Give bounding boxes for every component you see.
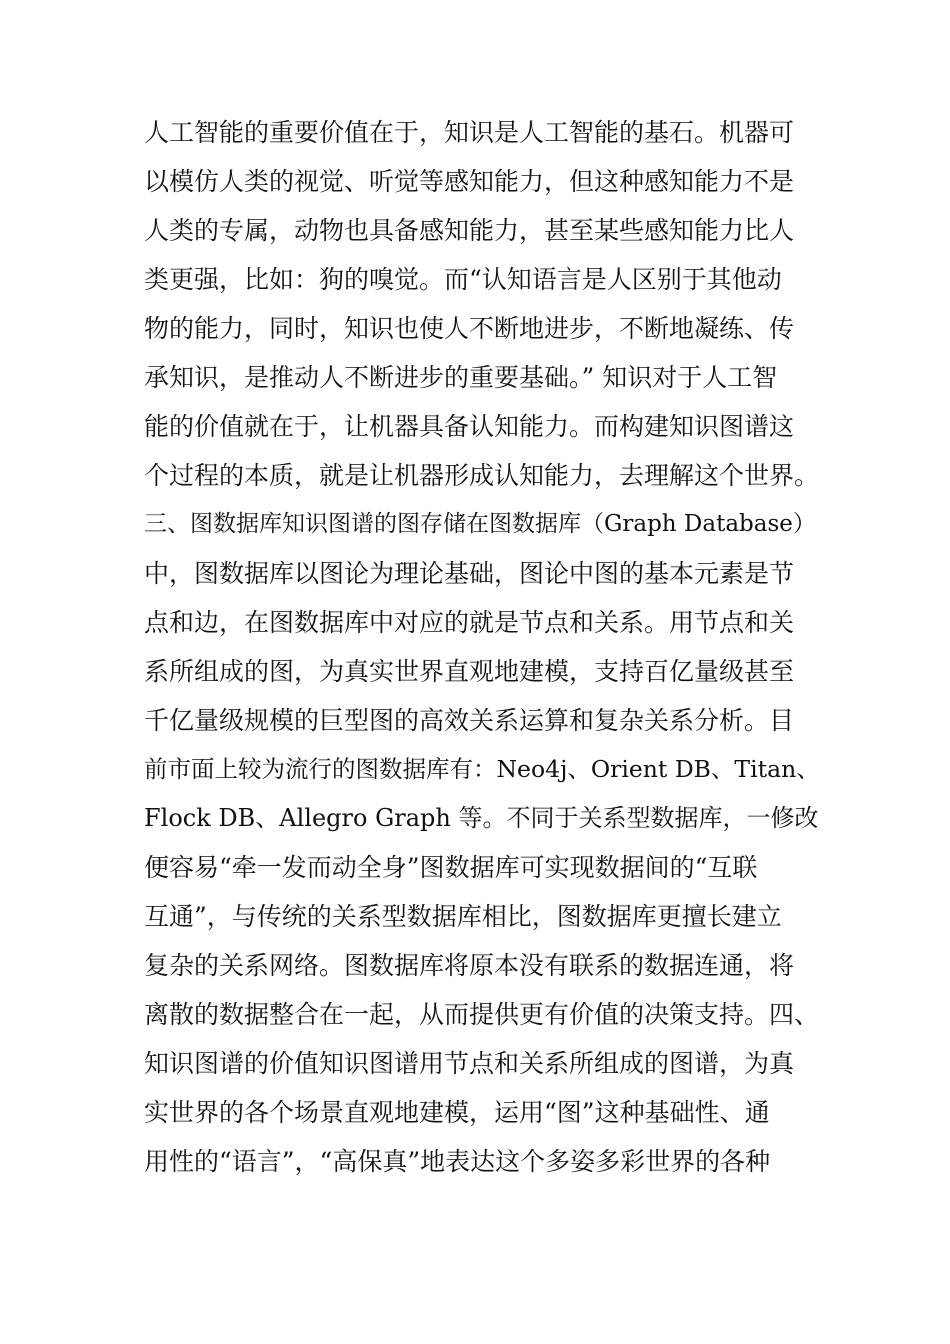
text-line: 承知识，是推动人不断进步的重要基础。” 知识对于人工智 [144,363,778,392]
text-line: 以模仿人类的视觉、听觉等感知能力，但这种感知能力不是 [144,167,795,196]
text-line: 千亿量级规模的巨型图的高效关系运算和复杂关系分析。目 [144,706,795,735]
body-text [144,108,824,1186]
text-line: 人类的专属，动物也具备感知能力，甚至某些感知能力比人 [144,216,795,245]
text-line: 便容易“牵一发而动全身”图数据库可实现数据间的“互联 [144,853,758,882]
text-line: 知识图谱的价值知识图谱用节点和关系所组成的图谱，为真 [144,1049,795,1078]
text-line: 中，图数据库以图论为理论基础，图论中图的基本元素是节 [144,559,795,588]
text-line: 物的能力，同时，知识也使人不断地进步，不断地凝练、传 [144,314,795,343]
text-line: 能的价值就在于，让机器具备认知能力。而构建知识图谱这 [144,412,795,441]
text-line: 实世界的各个场景直观地建模，运用“图”这种基础性、通 [144,1098,770,1127]
text-line: 个过程的本质，就是让机器形成认知能力，去理解这个世界。 [144,461,820,490]
text-line: 点和边，在图数据库中对应的就是节点和关系。用节点和关 [144,608,795,637]
text-line: 离散的数据整合在一起，从而提供更有价值的决策支持。四、 [144,1000,820,1029]
text-line: Flock DB、Allegro Graph 等。不同于关系型数据库，一修改 [144,804,819,832]
text-line: 类更强，比如：狗的嗅觉。而“认知语言是人区别于其他动 [144,265,782,294]
text-line: 系所组成的图，为真实世界直观地建模，支持百亿量级甚至 [144,657,795,686]
text-line: 三、图数据库知识图谱的图存储在图数据库（Graph Database） [144,511,816,537]
text-line: 复杂的关系网络。图数据库将原本没有联系的数据连通，将 [144,951,795,980]
text-line: 人工智能的重要价值在于，知识是人工智能的基石。机器可 [144,118,795,147]
text-line: 前市面上较为流行的图数据库有：Neo4j、Orient DB、Titan、 [144,755,820,783]
text-line: 用性的“语言”，“高保真”地表达这个多姿多彩世界的各种 [144,1147,771,1176]
text-line: 互通”，与传统的关系型数据库相比，图数据库更擅长建立 [144,902,782,931]
